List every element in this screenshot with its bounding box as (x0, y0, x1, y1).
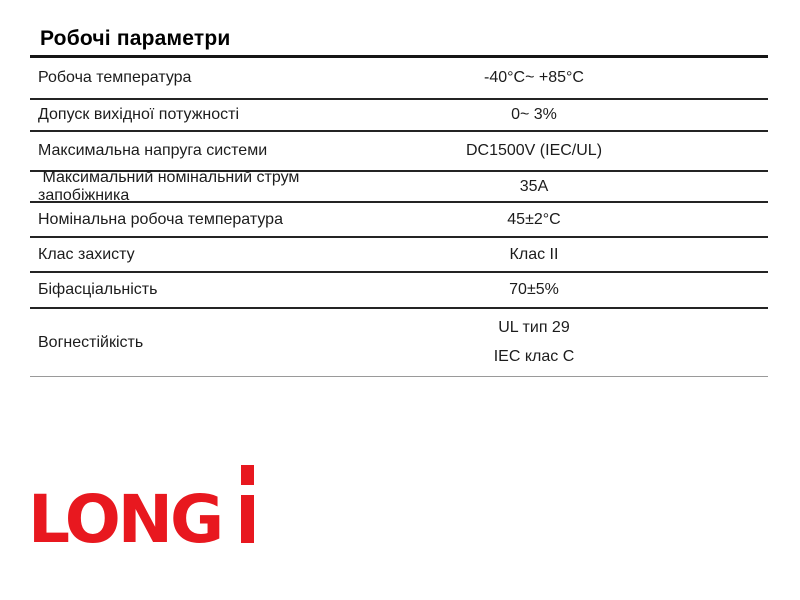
row-values (300, 203, 768, 236)
row-values (300, 309, 768, 376)
row-value: 35A (519, 177, 549, 195)
row-label: Максимальний номінальний струм запобіжника (38, 168, 309, 204)
row-value: UL тип 29 (498, 319, 570, 337)
row-values (300, 58, 768, 98)
logo-letter-i-stem (241, 495, 254, 543)
row-values (300, 132, 768, 170)
row-label: Клас захисту (38, 245, 135, 263)
row-values (300, 238, 768, 271)
table-row (30, 203, 768, 238)
table-row (30, 100, 768, 132)
row-label: Вогнестійкість (38, 333, 144, 351)
table-row (30, 309, 768, 377)
table-row (30, 58, 768, 100)
row-values (300, 172, 768, 201)
row-value: Клас II (509, 245, 559, 263)
row-value: IEC клас C (493, 347, 575, 365)
row-values (300, 100, 768, 130)
row-value: 70±5% (509, 281, 559, 298)
spec-table (30, 26, 768, 377)
logo-text: LONG (28, 481, 222, 558)
spec-table-rows (30, 58, 768, 377)
row-value: DC1500V (IEC/UL) (465, 142, 603, 159)
row-values (300, 273, 768, 307)
row-value: 0~ 3% (511, 106, 557, 123)
row-label: Максимальна напруга системи (38, 142, 268, 159)
table-row (30, 132, 768, 172)
table-row (30, 238, 768, 273)
row-label: Номінальна робоча температура (38, 210, 283, 228)
table-row (30, 168, 768, 204)
logo-letter-i-dot (241, 465, 254, 485)
table-row (30, 273, 768, 309)
page-title: Робочі параметри (30, 26, 768, 58)
row-label: Допуск вихідної потужності (38, 106, 240, 123)
row-value: 45±2°C (507, 210, 561, 228)
row-value: -40°C~ +85°C (484, 69, 584, 86)
row-label: Біфасціальність (38, 281, 158, 298)
row-label: Робоча температура (38, 69, 192, 86)
